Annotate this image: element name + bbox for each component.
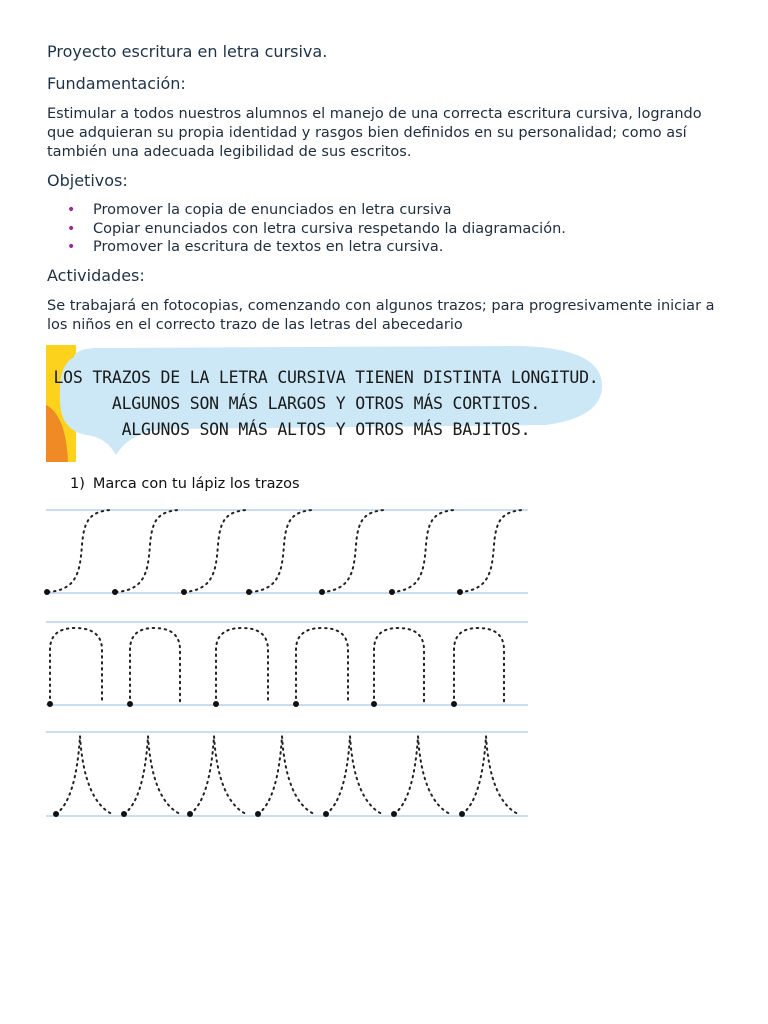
trace-start-dots <box>44 589 463 595</box>
objetivos-list <box>47 201 697 257</box>
fundamentacion-text: Estimular a todos nuestros alumnos el manejo de una correcta escritura cursiva, logrando que adquieran su propia identidad y rasgos bien definidos en su personalidad; como así también una adecuada legibilidad de sus escritos. <box>47 106 702 160</box>
trace-row-long-strokes <box>48 510 522 592</box>
trace-start-dots <box>47 701 457 707</box>
tracing-worksheet <box>40 500 535 830</box>
banner-line: ALGUNOS SON MÁS LARGOS Y OTROS MÁS CORTITOS. <box>111 394 541 413</box>
document-title: Proyecto escritura en letra cursiva. <box>47 42 328 61</box>
guide-lines <box>46 510 528 816</box>
exercise-instruction <box>70 476 300 492</box>
bullet-icon: • <box>67 202 76 218</box>
actividades-text: Se trabajará en fotocopias, comenzando con algunos trazos; para progresivamente iniciar a los niños en el correcto trazo de las letras del abecedario <box>47 298 715 333</box>
objetivos-heading: Objetivos: <box>47 171 128 190</box>
exercise-number: 1) <box>70 476 85 492</box>
trace-row-peaks <box>56 736 518 814</box>
banner-line: ALGUNOS SON MÁS ALTOS Y OTROS MÁS BAJITOS. <box>121 420 531 439</box>
trace-row-arches <box>50 628 504 704</box>
list-item: • Promover la copia de enunciados en letra cursiva <box>67 202 452 218</box>
fundamentacion-heading: Fundamentación: <box>47 74 186 93</box>
actividades-heading: Actividades: <box>47 266 145 285</box>
banner-text <box>46 365 606 443</box>
list-item: • Copiar enunciados con letra cursiva respetando la diagramación. <box>67 220 566 237</box>
banner-line: LOS TRAZOS DE LA LETRA CURSIVA TIENEN DISTINTA LONGITUD. <box>53 368 599 387</box>
list-item: • Promover la escritura de textos en letra cursiva. <box>67 239 444 255</box>
exercise-text: Marca con tu lápiz los trazos <box>92 476 300 492</box>
bullet-icon: • <box>67 239 76 255</box>
bullet-icon: • <box>67 220 76 237</box>
